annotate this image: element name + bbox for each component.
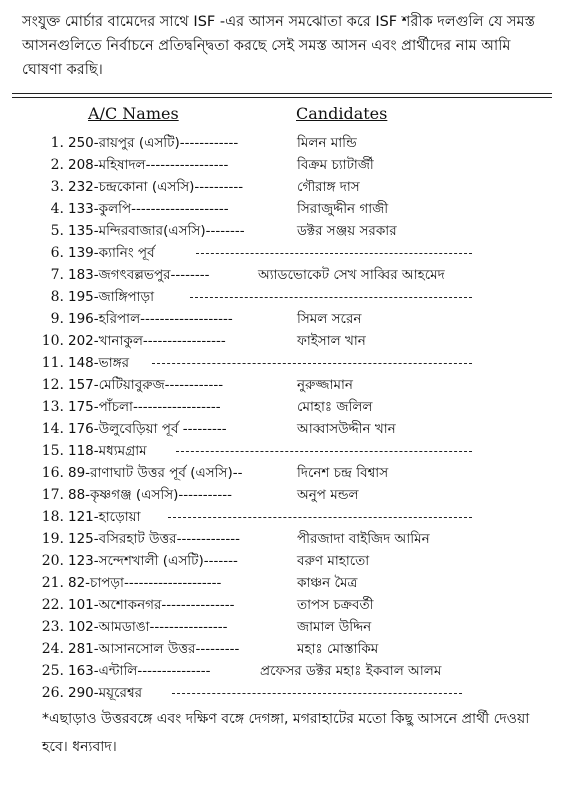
list-item bbox=[0, 572, 562, 594]
candidate-name: তাপস চক্রবর্তী bbox=[297, 597, 374, 613]
list-item bbox=[0, 132, 562, 154]
candidate-name: আব্বাসউদ্দীন খান bbox=[297, 421, 396, 437]
dashed-leader bbox=[168, 517, 472, 518]
list-item bbox=[0, 308, 562, 330]
candidate-name: বিক্রম চ্যাটার্জী bbox=[297, 157, 374, 173]
constituency-name: 250-রায়পুর (এসটি)------------ bbox=[68, 135, 239, 151]
candidate-name: মহাঃ মোস্তাকিম bbox=[297, 641, 379, 657]
candidate-name: গৌরাঙ্গ দাস bbox=[297, 179, 360, 195]
constituency-name: 175-পাঁচলা------------------ bbox=[68, 399, 221, 415]
row-number: 25. bbox=[41, 663, 64, 679]
constituency-name: 157-মেটিয়াবুরুজ------------ bbox=[68, 377, 224, 393]
constituency-name: 163-এন্টালি--------------- bbox=[68, 663, 211, 679]
row-number: 2. bbox=[50, 157, 64, 173]
constituency-name: 133-কুলপি-------------------- bbox=[68, 201, 229, 217]
row-number: 20. bbox=[41, 553, 64, 569]
constituency-name: 89-রাণাঘাট উত্তর পূর্ব (এসসি)-- bbox=[68, 465, 243, 481]
footer-note: *এছাড়াও উত্তরবঙ্গে এবং দক্ষিণ বঙ্গে দেগঙ্গা, মগরাহাটের মতো কিছু আসনে প্রার্থী দেওয়া হবে। ধন্যবাদ। bbox=[42, 711, 530, 755]
constituency-name: 281-আসানসোল উত্তর--------- bbox=[68, 641, 240, 657]
list-item bbox=[0, 682, 562, 704]
row-number: 18. bbox=[41, 509, 64, 525]
candidate-name: দিনেশ চন্দ্র বিশ্বাস bbox=[297, 465, 389, 481]
list-item bbox=[0, 242, 562, 264]
row-number: 8. bbox=[50, 289, 64, 305]
candidate-name: অ্যাডভোকেট সেখ সাব্বির আহমেদ bbox=[258, 267, 445, 283]
ac-names-header: A/C Names bbox=[88, 104, 179, 123]
row-number: 12. bbox=[41, 377, 64, 393]
list-item bbox=[0, 352, 562, 374]
row-number: 26. bbox=[41, 685, 64, 701]
constituency-name: 102-আমডাঙা---------------- bbox=[68, 619, 228, 635]
candidate-name: নুরুজ্জামান bbox=[297, 377, 353, 393]
list-item bbox=[0, 330, 562, 352]
row-number: 5. bbox=[50, 223, 64, 239]
candidate-name: মোহাঃ জলিল bbox=[297, 399, 373, 415]
list-item bbox=[0, 616, 562, 638]
list-item bbox=[0, 286, 562, 308]
candidate-name: মিলন মান্ডি bbox=[297, 135, 357, 151]
candidate-name: ডক্টর সঞ্জয় সরকার bbox=[297, 223, 397, 239]
list-item bbox=[0, 660, 562, 682]
list-item bbox=[0, 594, 562, 616]
row-number: 17. bbox=[41, 487, 64, 503]
candidate-name: জামাল উদ্দিন bbox=[297, 619, 372, 635]
candidates-header: Candidates bbox=[296, 104, 388, 123]
candidate-name: কাঞ্চন মৈত্র bbox=[297, 575, 358, 591]
constituency-name: 121-হাড়োয়া bbox=[68, 509, 141, 525]
list-item bbox=[0, 264, 562, 286]
candidate-list bbox=[0, 132, 562, 704]
constituency-name: 290-ময়ূরেশ্বর bbox=[68, 685, 143, 701]
constituency-name: 88-কৃষ্ণগঞ্জ (এসসি)----------- bbox=[68, 487, 232, 503]
row-number: 23. bbox=[41, 619, 64, 635]
row-number: 4. bbox=[50, 201, 64, 217]
divider-top bbox=[12, 93, 552, 94]
constituency-name: 135-মন্দিরবাজার(এসসি)-------- bbox=[68, 223, 245, 239]
constituency-name: 232-চন্দ্রকোনা (এসসি)---------- bbox=[68, 179, 244, 195]
list-item bbox=[0, 528, 562, 550]
list-item bbox=[0, 440, 562, 462]
candidate-name: সিমল সরেন bbox=[297, 311, 362, 327]
row-number: 9. bbox=[50, 311, 64, 327]
candidate-name: বরুণ মাহাতো bbox=[297, 553, 370, 569]
constituency-name: 208-মহিষাদল----------------- bbox=[68, 157, 229, 173]
candidate-name: সিরাজুদ্দীন গাজী bbox=[297, 201, 389, 217]
row-number: 19. bbox=[41, 531, 64, 547]
list-item bbox=[0, 198, 562, 220]
list-item bbox=[0, 220, 562, 242]
list-item bbox=[0, 550, 562, 572]
dashed-leader bbox=[190, 297, 472, 298]
dashed-leader bbox=[176, 451, 472, 452]
row-number: 21. bbox=[41, 575, 64, 591]
row-number: 22. bbox=[41, 597, 64, 613]
intro-paragraph: সংযুক্ত মোর্চার বামেদের সাথে ISF -এর আসন সমঝোতা করে ISF শরীক দলগুলি যে সমস্ত আসনগুলিতে নির্বাচনে প্রতিদ্বন্দ্বিতা করছে সেই সমস্ত আসন এবং প্রার্থীদের নাম আমি ঘোষণা করছি। bbox=[22, 14, 535, 78]
dashed-leader bbox=[172, 693, 462, 694]
list-item bbox=[0, 484, 562, 506]
constituency-name: 183-জগৎবল্লভপুর-------- bbox=[68, 267, 210, 283]
row-number: 15. bbox=[41, 443, 64, 459]
dashed-leader bbox=[196, 253, 472, 254]
constituency-name: 139-ক্যানিং পূর্ব bbox=[68, 245, 155, 261]
constituency-name: 195-জাঙ্গিপাড়া bbox=[68, 289, 155, 305]
row-number: 7. bbox=[50, 267, 64, 283]
dashed-leader bbox=[152, 363, 472, 364]
divider-bottom bbox=[12, 97, 552, 98]
row-number: 24. bbox=[41, 641, 64, 657]
constituency-name: 202-খানাকুল----------------- bbox=[68, 333, 226, 349]
list-item bbox=[0, 396, 562, 418]
row-number: 6. bbox=[50, 245, 64, 261]
constituency-name: 101-অশোকনগর--------------- bbox=[68, 597, 235, 613]
list-item bbox=[0, 154, 562, 176]
constituency-name: 148-ভাঙ্গর bbox=[68, 355, 129, 371]
row-number: 11. bbox=[41, 355, 64, 371]
row-number: 1. bbox=[50, 135, 64, 151]
row-number: 13. bbox=[41, 399, 64, 415]
candidate-name: পীরজাদা বাইজিদ আমিন bbox=[297, 531, 430, 547]
constituency-name: 82-চাপড়া-------------------- bbox=[68, 575, 222, 591]
row-number: 3. bbox=[50, 179, 64, 195]
row-number: 16. bbox=[41, 465, 64, 481]
constituency-name: 125-বসিরহাট উত্তর------------- bbox=[68, 531, 240, 547]
candidate-name: অনুপ মন্ডল bbox=[297, 487, 359, 503]
list-item bbox=[0, 418, 562, 440]
list-item bbox=[0, 506, 562, 528]
candidate-name: ফাইসাল খান bbox=[297, 333, 366, 349]
row-number: 10. bbox=[41, 333, 64, 349]
constituency-name: 196-হরিপাল------------------- bbox=[68, 311, 233, 327]
list-item bbox=[0, 462, 562, 484]
constituency-name: 176-উলুবেড়িয়া পূর্ব --------- bbox=[68, 421, 227, 437]
constituency-name: 123-সন্দেশখালী (এসটি)------- bbox=[68, 553, 238, 569]
list-item bbox=[0, 638, 562, 660]
row-number: 14. bbox=[41, 421, 64, 437]
candidate-name: প্রফেসর ডক্টর মহাঃ ইকবাল আলম bbox=[260, 663, 442, 679]
list-item bbox=[0, 176, 562, 198]
constituency-name: 118-মধ্যমগ্রাম bbox=[68, 443, 147, 459]
list-item bbox=[0, 374, 562, 396]
